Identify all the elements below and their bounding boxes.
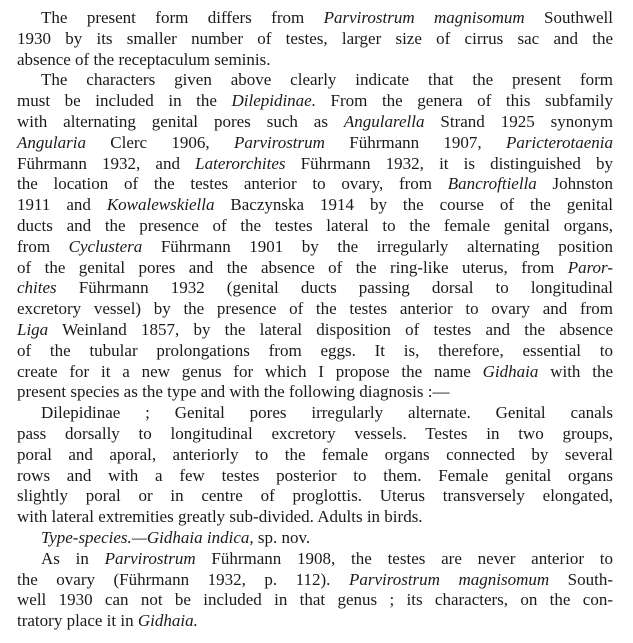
document-page [17, 8, 613, 632]
text-line [17, 278, 613, 299]
text-segment: slightly poral or in centre of proglottis. Uterus transversely elongated, [17, 486, 613, 506]
text-line [17, 112, 613, 133]
italic-text: Dilepidinae. [231, 91, 316, 111]
text-line [17, 611, 613, 632]
italic-text: chites [17, 278, 57, 298]
text-segment: Führmann 1932, and [17, 153, 196, 173]
text-segment: rows and with a few testes posterior to them. Female genital organs [17, 465, 613, 485]
text-segment: Clerc 1906, [85, 132, 234, 152]
text-line [17, 237, 613, 258]
text-segment: from [17, 236, 69, 256]
italic-text: Paricterotaenia [505, 132, 613, 152]
text-segment: As in [41, 548, 105, 568]
text-segment: with lateral extremities greatly sub-divided. Adults in birds. [17, 507, 423, 527]
text-segment: with alternating genital pores such as [17, 111, 344, 131]
text-segment: present species as the type and with the following diagnosis :— [17, 382, 450, 402]
text-line [17, 216, 613, 237]
text-segment: Führmann 1901 by the irregularly alternating position [142, 236, 614, 256]
text-line [17, 154, 613, 175]
text-segment: The characters given above clearly indicate that the present form [41, 70, 613, 90]
text-segment: The present form differs from [41, 8, 324, 27]
text-line [17, 528, 613, 549]
text-line [17, 590, 613, 611]
text-line [17, 195, 613, 216]
italic-text: Parvirostrum magnisomum [323, 8, 525, 27]
text-segment: Dilepidinae ; Genital pores irregularly alternate. Genital canals [41, 403, 613, 423]
text-line [17, 466, 613, 487]
italic-text: Type-species.—Gidhaia indica, [41, 527, 254, 547]
text-segment: poral and aporal, anteriorly to the female organs connected by several [17, 444, 613, 464]
text-line [17, 549, 613, 570]
text-segment: Strand 1925 synonym [424, 111, 613, 131]
text-segment: sp. nov. [253, 527, 311, 547]
text-line [17, 403, 613, 424]
text-segment: pass dorsally to longitudinal excretory vessels. Testes in two groups, [17, 423, 613, 443]
italic-text: Parvirostrum [233, 132, 325, 152]
italic-text: Gidhaia. [137, 611, 198, 631]
italic-text: Parvirostrum [104, 548, 196, 568]
italic-text: Angularella [343, 111, 425, 131]
text-segment: South- [549, 569, 614, 589]
text-segment: of the genital pores and the absence of the ring-like uterus, from [17, 257, 568, 277]
text-line [17, 50, 613, 71]
text-segment: From the genera of this subfamily [315, 91, 613, 111]
text-segment: 1930 by its smaller number of testes, larger size of cirrus sac and the [17, 28, 613, 48]
text-segment: absence of the receptaculum seminis. [17, 49, 271, 69]
text-segment: Weinland 1857, by the lateral disposition of testes and the absence [48, 319, 613, 339]
text-segment: 1911 and [17, 195, 107, 215]
text-segment: the ovary (Führmann 1932, p. 112). [17, 569, 349, 589]
italic-text: Paror- [567, 257, 613, 277]
text-line [17, 341, 613, 362]
text-line [17, 29, 613, 50]
text-segment: Führmann 1908, the testes are never anterior to [195, 548, 613, 568]
italic-text: Gidhaia [482, 361, 539, 381]
text-segment: must be included in the [17, 91, 232, 111]
text-segment: Southwell [524, 8, 614, 27]
text-segment: well 1930 can not be included in that genus ; its characters, on the con- [17, 590, 613, 610]
text-segment: with the [538, 361, 614, 381]
italic-text: Laterorchites [195, 153, 286, 173]
text-segment: create for it a new genus for which I propose the name [17, 361, 483, 381]
text-line [17, 70, 613, 91]
text-line [17, 299, 613, 320]
text-segment: Führmann 1907, [324, 132, 506, 152]
text-line [17, 424, 613, 445]
text-line [17, 91, 613, 112]
italic-text: Kowalewskiella [106, 195, 215, 215]
text-line [17, 133, 613, 154]
text-line [17, 258, 613, 279]
italic-text: Parvirostrum magnisomum [348, 569, 550, 589]
text-segment: tratory place it in [17, 611, 138, 631]
text-line [17, 507, 613, 528]
italic-text: Liga [17, 319, 49, 339]
text-segment: Führmann 1932 (genital ducts passing dorsal to longitudinal [56, 278, 613, 298]
text-line [17, 362, 613, 383]
text-segment: Baczynska 1914 by the course of the genital [214, 195, 613, 215]
text-line [17, 486, 613, 507]
text-line [17, 382, 613, 403]
text-segment: Führmann 1932, it is distinguished by [285, 153, 613, 173]
text-segment: of the tubular prolongations from eggs. It is, therefore, essential to [17, 340, 613, 360]
text-segment: excretory vessel) by the presence of the testes anterior to ovary and from [17, 299, 613, 319]
text-line [17, 174, 613, 195]
text-segment: ducts and the presence of the testes lateral to the female genital organs, [17, 215, 613, 235]
text-segment: Johnston [536, 174, 613, 194]
italic-text: Bancroftiella [447, 174, 537, 194]
italic-text: Cyclustera [68, 236, 143, 256]
text-line [17, 8, 613, 29]
text-line [17, 320, 613, 341]
text-line [17, 570, 613, 591]
italic-text: Angularia [17, 132, 86, 152]
text-segment: the location of the testes anterior to ovary, from [17, 174, 448, 194]
text-line [17, 445, 613, 466]
